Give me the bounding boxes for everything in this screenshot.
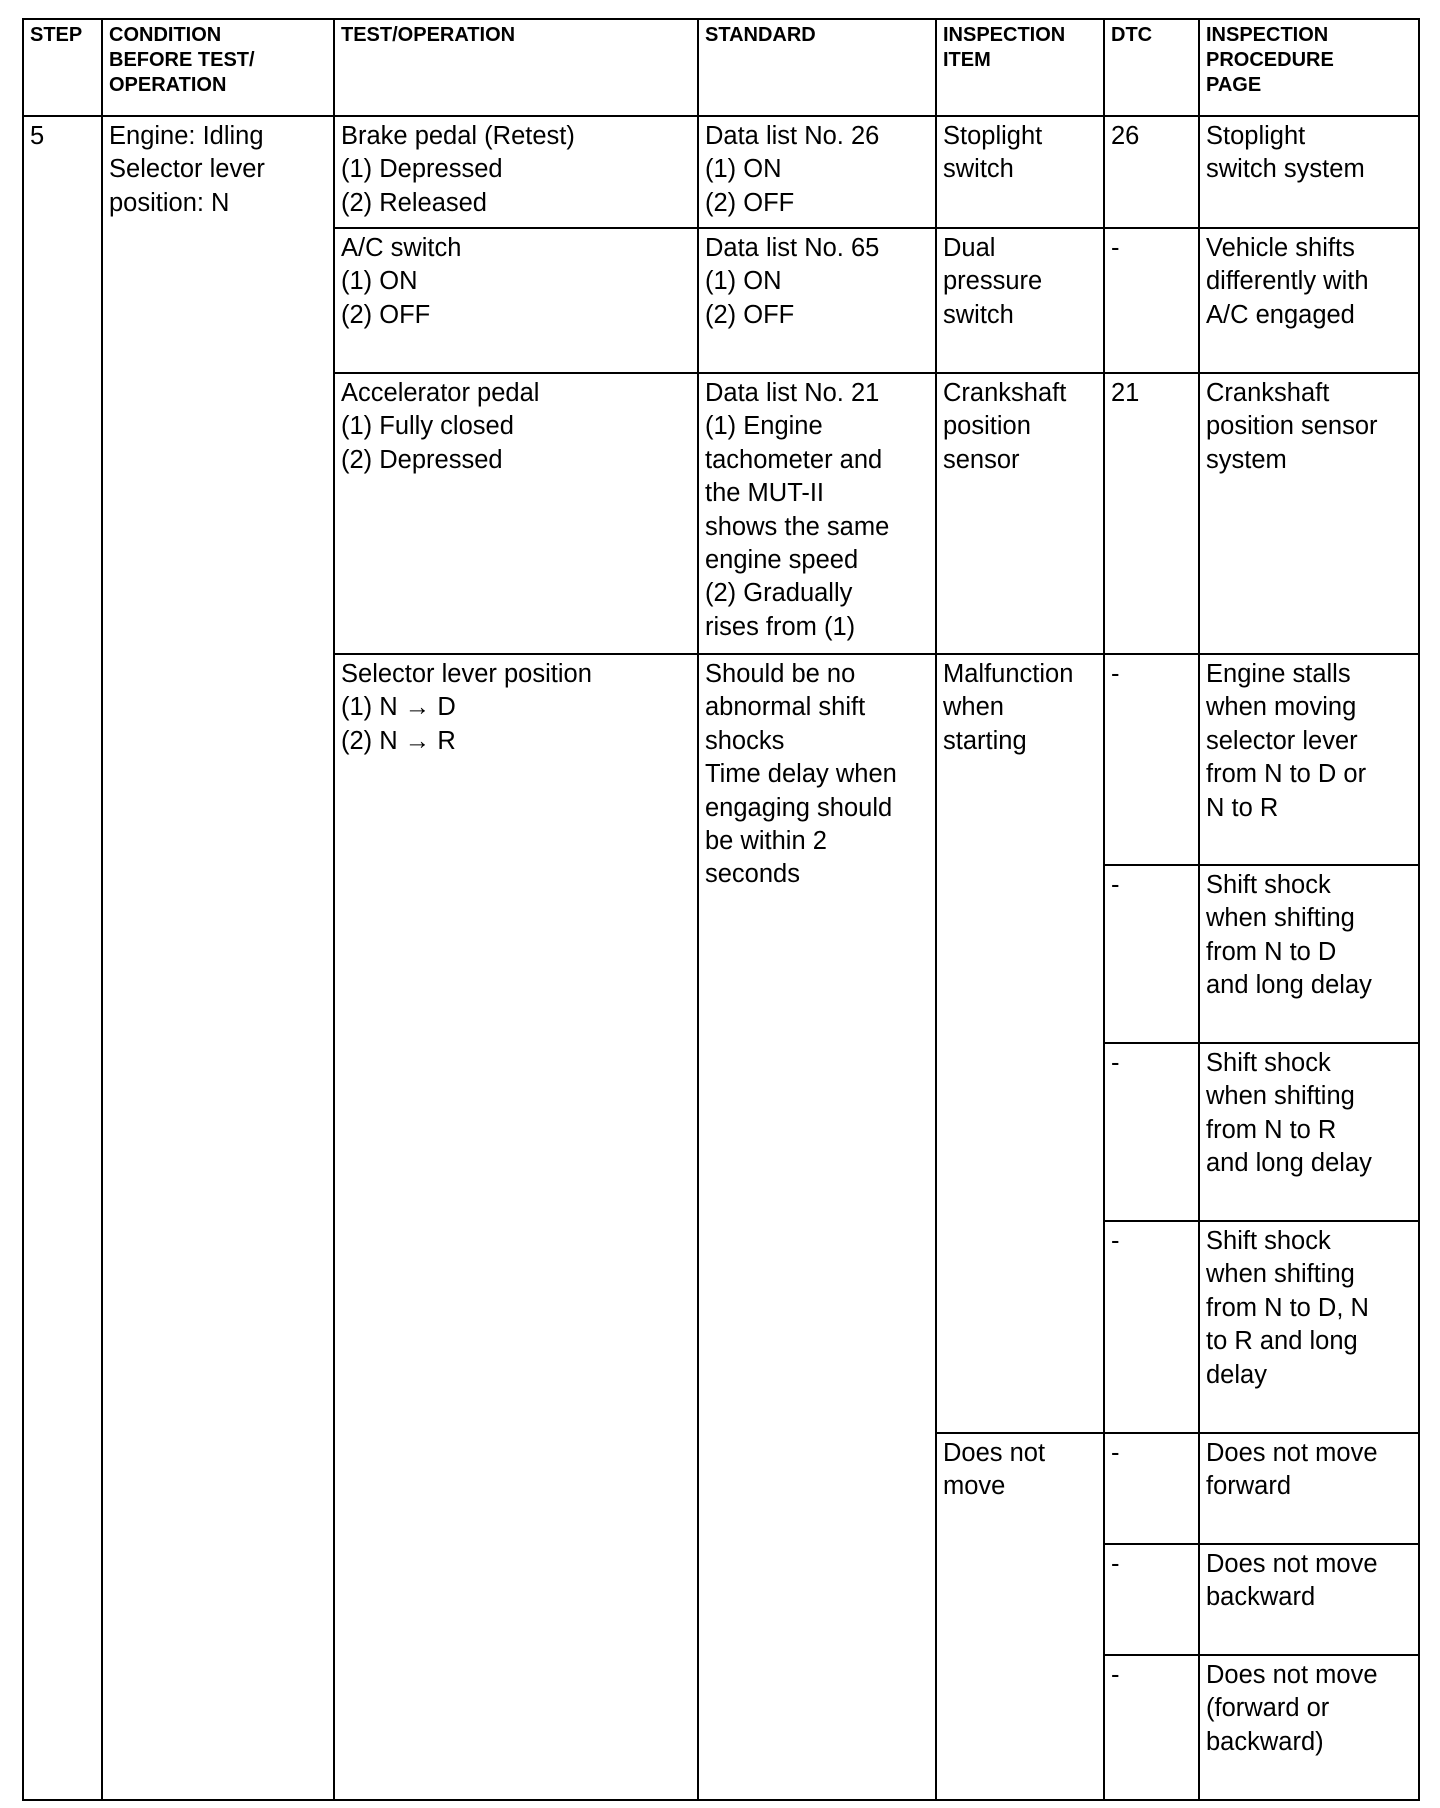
header-inspection-item: INSPECTION ITEM xyxy=(936,19,1104,116)
header-step: STEP xyxy=(23,19,102,116)
procedure-ac: Vehicle shifts differently with A/C engaged xyxy=(1199,228,1419,373)
header-procedure-page: INSPECTION PROCEDURE PAGE xyxy=(1199,19,1419,116)
item-malfunction-starting: Malfunction when starting xyxy=(936,654,1104,1433)
procedure-selector: Does not move backward xyxy=(1199,1544,1419,1655)
dtc-accel: 21 xyxy=(1104,373,1199,654)
condition-cell: Engine: Idling Selector lever position: N xyxy=(102,116,334,1800)
standard-ac: Data list No. 65 (1) ON (2) OFF xyxy=(698,228,936,373)
dtc-ac: - xyxy=(1104,228,1199,373)
standard-brake: Data list No. 26 (1) ON (2) OFF xyxy=(698,116,936,228)
dtc-selector: - xyxy=(1104,1221,1199,1433)
procedure-selector: Shift shock when shifting from N to R and long delay xyxy=(1199,1043,1419,1221)
test-brake: Brake pedal (Retest) (1) Depressed (2) Released xyxy=(334,116,698,228)
item-accel: Crankshaft position sensor xyxy=(936,373,1104,654)
procedure-brake: Stoplight switch system xyxy=(1199,116,1419,228)
procedure-selector: Does not move (forward or backward) xyxy=(1199,1655,1419,1800)
dtc-brake: 26 xyxy=(1104,116,1199,228)
test-selector: Selector lever position (1) N → D (2) N → R xyxy=(334,654,698,1800)
dtc-selector: - xyxy=(1104,1655,1199,1800)
item-brake: Stoplight switch xyxy=(936,116,1104,228)
item-ac: Dual pressure switch xyxy=(936,228,1104,373)
dtc-selector: - xyxy=(1104,654,1199,865)
procedure-selector: Shift shock when shifting from N to D and long delay xyxy=(1199,865,1419,1043)
dtc-selector: - xyxy=(1104,1433,1199,1544)
inspection-table xyxy=(22,18,1420,1801)
header-row xyxy=(23,19,1419,116)
table-row xyxy=(23,116,1419,228)
test-accel: Accelerator pedal (1) Fully closed (2) Depressed xyxy=(334,373,698,654)
step-number: 5 xyxy=(23,116,102,1800)
dtc-selector: - xyxy=(1104,865,1199,1043)
header-condition: CONDITION BEFORE TEST/ OPERATION xyxy=(102,19,334,116)
test-ac: A/C switch (1) ON (2) OFF xyxy=(334,228,698,373)
procedure-selector: Does not move forward xyxy=(1199,1433,1419,1544)
header-test-operation: TEST/OPERATION xyxy=(334,19,698,116)
dtc-selector: - xyxy=(1104,1043,1199,1221)
procedure-accel: Crankshaft position sensor system xyxy=(1199,373,1419,654)
header-dtc: DTC xyxy=(1104,19,1199,116)
procedure-selector: Shift shock when shifting from N to D, N to R and long delay xyxy=(1199,1221,1419,1433)
standard-selector: Should be no abnormal shift shocks Time delay when engaging should be within 2 seconds xyxy=(698,654,936,1800)
standard-accel: Data list No. 21 (1) Engine tachometer and the MUT-II shows the same engine speed (2) Gradually rises from (1) xyxy=(698,373,936,654)
procedure-selector: Engine stalls when moving selector lever from N to D or N to R xyxy=(1199,654,1419,865)
header-standard: STANDARD xyxy=(698,19,936,116)
item-does-not-move: Does not move xyxy=(936,1433,1104,1800)
dtc-selector: - xyxy=(1104,1544,1199,1655)
